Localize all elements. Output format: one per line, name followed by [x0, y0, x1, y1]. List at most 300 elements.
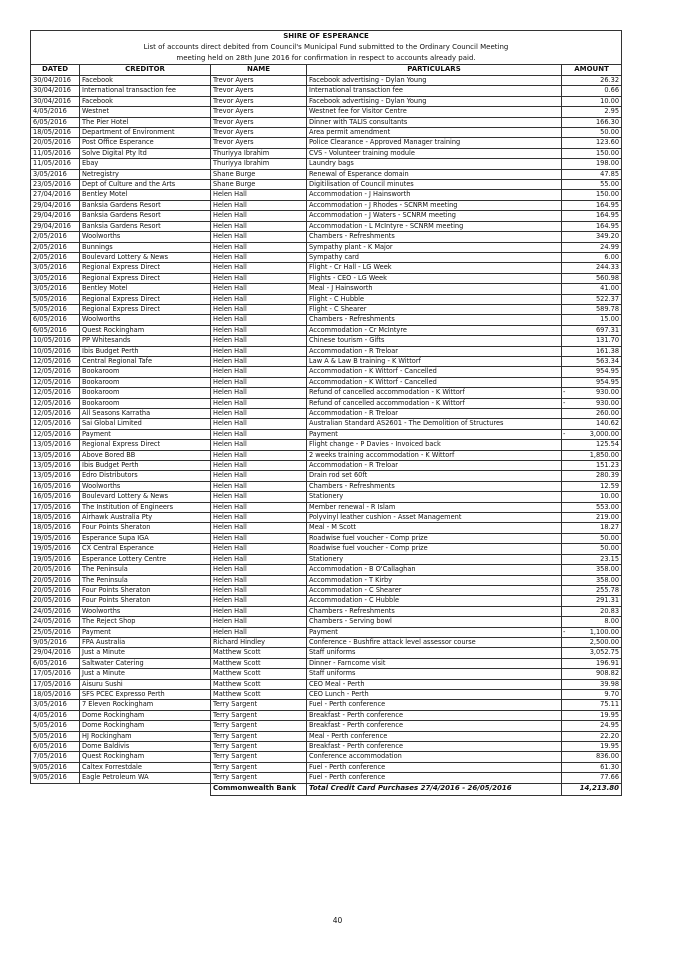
cell-particulars: CVS - Volunteer training module	[307, 148, 562, 158]
amount-value: 12.59	[600, 481, 620, 490]
cell-particulars: Polyvinyl leather cushion - Asset Management	[307, 513, 562, 523]
cell-particulars: Law A & Law B training - K Wittorf	[307, 356, 562, 366]
table-row	[31, 637, 622, 647]
table-row	[31, 211, 622, 221]
amount-value: 930.00	[595, 398, 620, 407]
cell-creditor: Central Regional Tafe	[80, 356, 211, 366]
cell-name: Helen Hall	[211, 294, 307, 304]
cell-creditor: Quest Rockingham	[80, 752, 211, 762]
cell-amount	[562, 138, 622, 148]
amount-value: 61.30	[600, 762, 620, 771]
cell-dated: 16/05/2016	[31, 492, 80, 502]
cell-amount	[562, 96, 622, 106]
cell-amount	[562, 221, 622, 231]
cell-creditor: Caltex Forrestdale	[80, 762, 211, 772]
cell-creditor: Regional Express Direct	[80, 273, 211, 283]
accounts-table	[30, 30, 622, 796]
table-row	[31, 356, 622, 366]
table-row	[31, 294, 622, 304]
table-row	[31, 263, 622, 273]
cell-dated: 19/05/2016	[31, 544, 80, 554]
cell-dated: 12/05/2016	[31, 398, 80, 408]
cell-amount	[562, 440, 622, 450]
column-header-row	[31, 65, 622, 76]
cell-creditor: Edro Distributors	[80, 471, 211, 481]
cell-name: Helen Hall	[211, 502, 307, 512]
cell-amount	[562, 617, 622, 627]
cell-particulars: Sympathy plant - K Major	[307, 242, 562, 252]
cell-particulars: Accommodation - C Hubble	[307, 596, 562, 606]
cell-dated: 9/05/2016	[31, 773, 80, 783]
cell-name: Terry Sargent	[211, 731, 307, 741]
cell-amount	[562, 700, 622, 710]
cell-particulars: Accommodation - L McIntyre - SCNRM meeting	[307, 221, 562, 231]
table-row	[31, 689, 622, 699]
cell-amount	[562, 533, 622, 543]
cell-creditor: Dept of Culture and the Arts	[80, 180, 211, 190]
cell-name: Matthew Scott	[211, 679, 307, 689]
cell-particulars: Flight - Cr Hall - LG Week	[307, 263, 562, 273]
amount-value: 2,500.00	[589, 637, 620, 646]
cell-creditor: Quest Rockingham	[80, 325, 211, 335]
amount-value: 50.00	[600, 544, 620, 553]
table-row	[31, 585, 622, 595]
cell-name: Helen Hall	[211, 346, 307, 356]
cell-creditor: The Institution of Engineers	[80, 502, 211, 512]
cell-particulars: Flight change - P Davies - Invoiced back	[307, 440, 562, 450]
table-row	[31, 742, 622, 752]
cell-dated: 6/05/2016	[31, 325, 80, 335]
cell-name: Helen Hall	[211, 596, 307, 606]
cell-creditor: Esperance Lottery Centre	[80, 554, 211, 564]
table-row	[31, 232, 622, 242]
cell-name: Helen Hall	[211, 377, 307, 387]
cell-particulars: Chambers - Serving bowl	[307, 617, 562, 627]
cell-creditor: Solve Digital Pty ltd	[80, 148, 211, 158]
cell-amount	[562, 159, 622, 169]
amount-value: 150.00	[595, 148, 620, 157]
cell-name: Helen Hall	[211, 627, 307, 637]
total-row	[31, 783, 622, 795]
cell-amount	[562, 211, 622, 221]
cell-name: Helen Hall	[211, 450, 307, 460]
cell-dated: 13/05/2016	[31, 450, 80, 460]
amount-value: 41.00	[600, 284, 620, 293]
cell-amount	[562, 346, 622, 356]
cell-creditor: PP Whitesands	[80, 336, 211, 346]
cell-name: Terry Sargent	[211, 742, 307, 752]
cell-dated: 9/05/2016	[31, 762, 80, 772]
cell-creditor: Dome Rockingham	[80, 710, 211, 720]
table-row	[31, 159, 622, 169]
cell-name: Helen Hall	[211, 398, 307, 408]
cell-particulars: Digitilisation of Council minutes	[307, 180, 562, 190]
cell-amount	[562, 710, 622, 720]
table-row	[31, 221, 622, 231]
amount-value: 161.38	[595, 346, 620, 355]
cell-amount	[562, 544, 622, 554]
cell-creditor: Just a Minute	[80, 648, 211, 658]
cell-creditor: Just a Minute	[80, 669, 211, 679]
cell-amount	[562, 336, 622, 346]
cell-particulars: CEO Lunch - Perth	[307, 689, 562, 699]
cell-name: Helen Hall	[211, 617, 307, 627]
cell-name: Helen Hall	[211, 284, 307, 294]
amount-value: 836.00	[595, 752, 620, 761]
cell-dated: 18/05/2016	[31, 128, 80, 138]
cell-creditor: The Pier Hotel	[80, 117, 211, 127]
cell-amount	[562, 232, 622, 242]
cell-particulars: Facebook advertising - Dylan Young	[307, 76, 562, 86]
cell-amount	[562, 471, 622, 481]
cell-amount	[562, 461, 622, 471]
table-row	[31, 242, 622, 252]
cell-dated: 6/05/2016	[31, 658, 80, 668]
cell-dated: 18/05/2016	[31, 513, 80, 523]
cell-particulars: CEO Meal - Perth	[307, 679, 562, 689]
cell-particulars: Breakfast - Perth conference	[307, 710, 562, 720]
amount-value: 39.98	[600, 679, 620, 688]
cell-creditor: The Peninsula	[80, 565, 211, 575]
cell-creditor: Bunnings	[80, 242, 211, 252]
cell-dated: 17/05/2016	[31, 502, 80, 512]
cell-name: Terry Sargent	[211, 700, 307, 710]
amount-value: 26.32	[600, 76, 620, 84]
table-row	[31, 440, 622, 450]
cell-creditor: Bentley Motel	[80, 284, 211, 294]
cell-amount	[562, 773, 622, 783]
cell-amount	[562, 294, 622, 304]
cell-creditor: Bookaroom	[80, 398, 211, 408]
cell-creditor: Facebook	[80, 76, 211, 86]
cell-name: Thuriyya Ibrahim	[211, 159, 307, 169]
table-row	[31, 492, 622, 502]
cell-name: Terry Sargent	[211, 752, 307, 762]
cell-amount	[562, 325, 622, 335]
table-row	[31, 450, 622, 460]
table-row	[31, 86, 622, 96]
cell-name: Helen Hall	[211, 388, 307, 398]
cell-amount	[562, 481, 622, 491]
amount-value: 55.00	[600, 180, 620, 189]
cell-dated: 20/05/2016	[31, 138, 80, 148]
cell-name: Trevor Ayers	[211, 107, 307, 117]
cell-particulars: Meal - Perth conference	[307, 731, 562, 741]
cell-creditor: HJ Rockingham	[80, 731, 211, 741]
cell-creditor: Bookaroom	[80, 388, 211, 398]
cell-dated: 24/05/2016	[31, 606, 80, 616]
total-amount: 14,213.80	[562, 783, 622, 795]
cell-amount	[562, 575, 622, 585]
cell-creditor: Bentley Motel	[80, 190, 211, 200]
cell-particulars: Roadwise fuel voucher - Comp prize	[307, 544, 562, 554]
col-amount: AMOUNT	[562, 65, 622, 76]
cell-name: Helen Hall	[211, 523, 307, 533]
cell-dated: 12/05/2016	[31, 356, 80, 366]
cell-amount	[562, 377, 622, 387]
cell-dated: 24/05/2016	[31, 617, 80, 627]
amount-value: 563.34	[595, 356, 620, 365]
cell-name: Helen Hall	[211, 471, 307, 481]
cell-particulars: Chambers - Refreshments	[307, 481, 562, 491]
cell-amount	[562, 742, 622, 752]
amount-value: 349.20	[595, 232, 620, 241]
cell-particulars: Accommodation - R Treloar	[307, 409, 562, 419]
amount-value: 196.91	[595, 658, 620, 667]
total-blank-1	[31, 783, 80, 795]
cell-particulars: Laundry bags	[307, 159, 562, 169]
cell-particulars: Member renewal - R Islam	[307, 502, 562, 512]
table-row	[31, 128, 622, 138]
amount-value: 15.00	[600, 315, 620, 324]
cell-amount	[562, 263, 622, 273]
table-row	[31, 252, 622, 262]
cell-amount	[562, 429, 622, 439]
cell-name: Helen Hall	[211, 190, 307, 200]
cell-creditor: Boulevard Lottery & News	[80, 252, 211, 262]
cell-dated: 6/05/2016	[31, 742, 80, 752]
page-number: 40	[332, 916, 343, 925]
cell-amount	[562, 180, 622, 190]
cell-name: Helen Hall	[211, 221, 307, 231]
cell-name: Matthew Scott	[211, 689, 307, 699]
cell-particulars: Fuel - Perth conference	[307, 700, 562, 710]
table-row	[31, 544, 622, 554]
document-page	[30, 30, 621, 796]
cell-dated: 19/05/2016	[31, 554, 80, 564]
cell-amount	[562, 148, 622, 158]
amount-value: 2.95	[604, 107, 620, 116]
cell-dated: 20/05/2016	[31, 596, 80, 606]
table-row	[31, 502, 622, 512]
cell-particulars: Facebook advertising - Dylan Young	[307, 96, 562, 106]
table-row	[31, 648, 622, 658]
amount-value: 19.95	[600, 742, 620, 750]
table-row	[31, 180, 622, 190]
table-row	[31, 679, 622, 689]
cell-particulars: Payment	[307, 429, 562, 439]
cell-creditor: Department of Environment	[80, 128, 211, 138]
cell-particulars: Flights - CEO - LG Week	[307, 273, 562, 283]
table-row	[31, 284, 622, 294]
col-dated: DATED	[31, 65, 80, 76]
cell-dated: 12/05/2016	[31, 377, 80, 387]
cell-name: Matthew Scott	[211, 658, 307, 668]
cell-dated: 18/05/2016	[31, 689, 80, 699]
cell-amount	[562, 450, 622, 460]
total-blank-2	[80, 783, 211, 795]
cell-particulars: Accommodation - K Wittorf - Cancelled	[307, 367, 562, 377]
cell-particulars: Staff uniforms	[307, 669, 562, 679]
cell-particulars: Drain rod set 60ft	[307, 471, 562, 481]
cell-name: Terry Sargent	[211, 762, 307, 772]
amount-value: 9.70	[604, 689, 620, 698]
amount-value: 140.62	[595, 419, 620, 428]
table-row	[31, 606, 622, 616]
cell-particulars: Australian Standard AS2601 - The Demolition of Structures	[307, 419, 562, 429]
table-row	[31, 752, 622, 762]
cell-dated: 27/04/2016	[31, 190, 80, 200]
cell-creditor: Boulevard Lottery & News	[80, 492, 211, 502]
table-row	[31, 409, 622, 419]
cell-dated: 11/05/2016	[31, 159, 80, 169]
amount-value: 164.95	[595, 200, 620, 209]
cell-dated: 12/05/2016	[31, 409, 80, 419]
cell-amount	[562, 669, 622, 679]
cell-amount	[562, 554, 622, 564]
cell-creditor: Regional Express Direct	[80, 294, 211, 304]
negative-sign: -	[563, 627, 566, 636]
amount-value: 553.00	[595, 502, 620, 511]
amount-value: 3,000.00	[589, 429, 620, 438]
amount-value: 10.00	[600, 96, 620, 105]
cell-particulars: Payment	[307, 627, 562, 637]
amount-value: 908.82	[595, 669, 620, 678]
cell-particulars: Accommodation - J Waters - SCNRM meeting	[307, 211, 562, 221]
amount-value: 954.95	[595, 377, 620, 386]
cell-dated: 3/05/2016	[31, 263, 80, 273]
cell-amount	[562, 492, 622, 502]
cell-name: Terry Sargent	[211, 721, 307, 731]
cell-particulars: Dinner - Farncome visit	[307, 658, 562, 668]
cell-particulars: Accommodation - R Treloar	[307, 346, 562, 356]
cell-creditor: Facebook	[80, 96, 211, 106]
amount-value: 198.00	[595, 159, 620, 168]
cell-amount	[562, 606, 622, 616]
cell-amount	[562, 648, 622, 658]
table-row	[31, 148, 622, 158]
cell-particulars: Accommodation - R Treloar	[307, 461, 562, 471]
cell-dated: 13/05/2016	[31, 440, 80, 450]
cell-particulars: Westnet fee for Visitor Centre	[307, 107, 562, 117]
cell-particulars: Refund of cancelled accommodation - K Wittorf	[307, 398, 562, 408]
table-row	[31, 700, 622, 710]
amount-value: 954.95	[595, 367, 620, 376]
cell-particulars: Meal - J Hainsworth	[307, 284, 562, 294]
table-row	[31, 533, 622, 543]
amount-value: 291.31	[595, 596, 620, 605]
cell-particulars: Fuel - Perth conference	[307, 762, 562, 772]
cell-name: Matthew Scott	[211, 648, 307, 658]
cell-name: Trevor Ayers	[211, 76, 307, 86]
cell-amount	[562, 679, 622, 689]
cell-creditor: Banksia Gardens Resort	[80, 211, 211, 221]
table-row	[31, 481, 622, 491]
header-line-2: meeting held on 28th June 2016 for confirmation in respect to accounts already paid.	[31, 53, 622, 65]
table-row	[31, 388, 622, 398]
negative-sign: -	[563, 388, 566, 397]
cell-particulars: Meal - M Scott	[307, 523, 562, 533]
amount-value: 50.00	[600, 128, 620, 137]
cell-dated: 7/05/2016	[31, 752, 80, 762]
table-row	[31, 76, 622, 86]
cell-particulars: Staff uniforms	[307, 648, 562, 658]
table-row	[31, 107, 622, 117]
cell-amount	[562, 107, 622, 117]
cell-amount	[562, 731, 622, 741]
amount-value: 255.78	[595, 585, 620, 594]
cell-dated: 2/05/2016	[31, 242, 80, 252]
cell-amount	[562, 513, 622, 523]
cell-name: Helen Hall	[211, 419, 307, 429]
cell-dated: 12/05/2016	[31, 388, 80, 398]
cell-dated: 30/04/2016	[31, 96, 80, 106]
table-row	[31, 200, 622, 210]
amount-value: 125.54	[595, 440, 620, 449]
cell-amount	[562, 315, 622, 325]
cell-particulars: Accommodation - Cr McIntyre	[307, 325, 562, 335]
cell-amount	[562, 169, 622, 179]
cell-dated: 5/05/2016	[31, 304, 80, 314]
cell-creditor: Ibis Budget Perth	[80, 346, 211, 356]
cell-name: Terry Sargent	[211, 773, 307, 783]
cell-creditor: Regional Express Direct	[80, 304, 211, 314]
cell-creditor: All Seasons Karratha	[80, 409, 211, 419]
table-row	[31, 273, 622, 283]
cell-creditor: Netregistry	[80, 169, 211, 179]
table-row	[31, 710, 622, 720]
cell-creditor: Saltwater Catering	[80, 658, 211, 668]
cell-dated: 17/05/2016	[31, 669, 80, 679]
cell-name: Helen Hall	[211, 273, 307, 283]
cell-name: Helen Hall	[211, 429, 307, 439]
cell-particulars: Sympathy card	[307, 252, 562, 262]
cell-name: Helen Hall	[211, 565, 307, 575]
cell-creditor: Banksia Gardens Resort	[80, 221, 211, 231]
table-row	[31, 315, 622, 325]
amount-value: 244.33	[595, 263, 620, 272]
cell-name: Trevor Ayers	[211, 117, 307, 127]
cell-dated: 3/05/2016	[31, 169, 80, 179]
cell-dated: 19/05/2016	[31, 533, 80, 543]
cell-creditor: Sai Global Limited	[80, 419, 211, 429]
cell-amount	[562, 627, 622, 637]
cell-creditor: Banksia Gardens Resort	[80, 200, 211, 210]
cell-name: Shane Burge	[211, 180, 307, 190]
cell-particulars: Breakfast - Perth conference	[307, 742, 562, 752]
cell-particulars: Accommodation - J Rhodes - SCNRM meeting	[307, 200, 562, 210]
cell-creditor: Airhawk Australia Pty	[80, 513, 211, 523]
cell-amount	[562, 762, 622, 772]
cell-amount	[562, 304, 622, 314]
cell-name: Trevor Ayers	[211, 86, 307, 96]
table-row	[31, 367, 622, 377]
cell-dated: 12/05/2016	[31, 429, 80, 439]
amount-value: 18.27	[600, 523, 620, 532]
cell-name: Trevor Ayers	[211, 138, 307, 148]
cell-name: Trevor Ayers	[211, 128, 307, 138]
cell-creditor: CX Central Esperance	[80, 544, 211, 554]
cell-dated: 4/05/2016	[31, 107, 80, 117]
cell-name: Helen Hall	[211, 252, 307, 262]
amount-value: 0.66	[604, 86, 620, 95]
cell-dated: 29/04/2016	[31, 221, 80, 231]
cell-dated: 13/05/2016	[31, 461, 80, 471]
cell-name: Helen Hall	[211, 461, 307, 471]
amount-value: 358.00	[595, 565, 620, 574]
cell-particulars: 2 weeks training accommodation - K Wittorf	[307, 450, 562, 460]
cell-particulars: Chambers - Refreshments	[307, 315, 562, 325]
cell-name: Helen Hall	[211, 554, 307, 564]
cell-amount	[562, 252, 622, 262]
cell-dated: 30/04/2016	[31, 86, 80, 96]
cell-particulars: Police Clearance - Approved Manager training	[307, 138, 562, 148]
amount-value: 260.00	[595, 409, 620, 417]
cell-particulars: Accommodation - K Wittorf - Cancelled	[307, 377, 562, 387]
cell-creditor: 7 Eleven Rockingham	[80, 700, 211, 710]
table-body	[31, 76, 622, 784]
table-row	[31, 721, 622, 731]
